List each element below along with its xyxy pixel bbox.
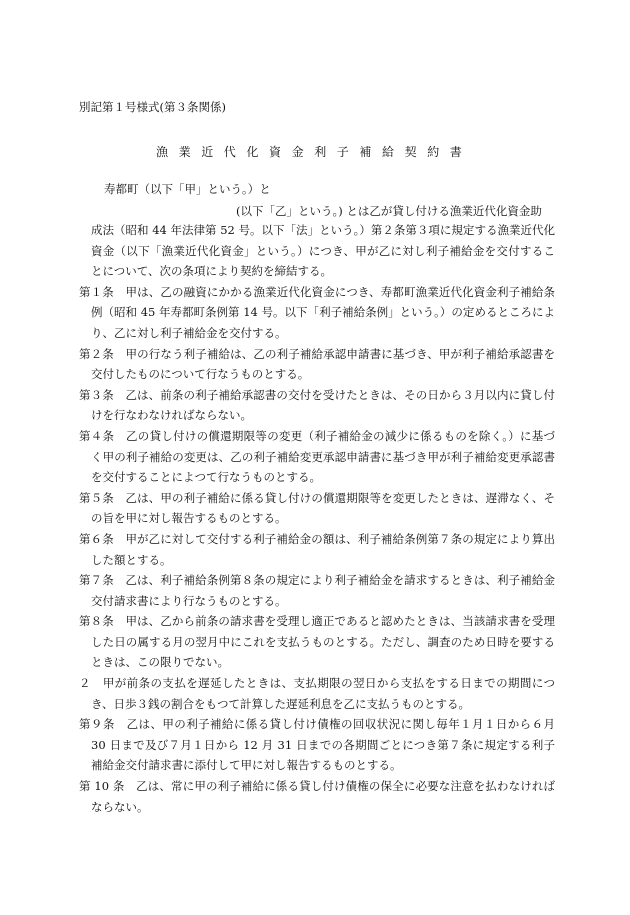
document-title: 漁業近代化資金利子補給契約書 bbox=[156, 145, 473, 159]
article-10: 第 10 条 乙は、常に甲の利子補給に係る貸し付け債権の保全に必要な注意を払わなければならない。 bbox=[79, 779, 555, 814]
article-8-paragraph-2: ２ 甲が前条の支払を遅延したときは、支払期限の翌日から支払をする日までの期間につき、日歩３銭の割合をもつて計算した遅延利息を乙に支払うものとする。 bbox=[79, 676, 555, 711]
article-3: 第３条 乙は、前条の利子補給承認書の交付を受けたときは、その日から３月以内に貸し付けを行なわなければならない。 bbox=[79, 387, 555, 423]
contract-body bbox=[79, 220, 555, 817]
article-7: 第７条 乙は、利子補給条例第８条の規定により利子補給金を請求するときは、利子補給金交付請求書により行なうものとする。 bbox=[79, 573, 555, 608]
article-5: 第５条 乙は、甲の利子補給に係る貸し付けの償還期限等を変更したときは、遅滞なく、その旨を甲に対し報告するものとする。 bbox=[79, 490, 555, 526]
intro-party-b: (以下「乙」という。) とは乙が貸し付ける漁業近代化資金助 bbox=[236, 204, 542, 218]
article-2: 第２条 甲の行なう利子補給は、乙の利子補給承認申請書に基づき、甲が利子補給承認書を交付したものについて行なうものとする。 bbox=[79, 346, 555, 382]
article-6: 第６条 甲が乙に対して交付する利子補給金の額は、利子補給条例第７条の規定により算出した額とする。 bbox=[79, 531, 555, 567]
article-9: 第９条 乙は、甲の利子補給に係る貸し付け債権の回収状況に関し毎年１月１日から６月 30 日まで及び７月１日から 12 月 31 日までの各期間ごとにつき第７条に規定する利子補給金交付請求書に添付して甲に対し報告するものとする。 bbox=[79, 717, 555, 773]
intro-party-a: 寿都町（以下「甲」という。）と bbox=[104, 182, 271, 196]
intro-paragraph: 成法（昭和 44 年法律第 52 号。以下「法」という。）第２条第３項に規定する漁業近代化資金（以下「漁業近代化資金」という。）につき、甲が乙に対し利子補給金を交付することについて、次の条項により契約を締結する。 bbox=[91, 223, 555, 279]
form-label: 別記第１号様式(第３条関係) bbox=[79, 100, 226, 114]
article-4: 第４条 乙の貸し付けの償還期限等の変更（利子補給金の減少に係るものを除く。）に基づく甲の利子補給の変更は、乙の利子補給変更承認申請書に基づき甲が利子補給変更承認書を交付することによつて行なうものとする。 bbox=[79, 428, 555, 485]
article-1: 第１条 甲は、乙の融資にかかる漁業近代化資金につき、寿都町漁業近代化資金利子補給条例（昭和 45 年寿都町条例第 14 号。以下「利子補給条例」という。）の定めるところにより、乙に対し利子補給金を交付する。 bbox=[79, 284, 555, 340]
article-8: 第８条 甲は、乙から前条の請求書を受理し適正であると認めたときは、当該請求書を受理した日の属する月の翌月中にこれを支払うものとする。ただし、調査のため日時を要するときは、この限りでない。 bbox=[79, 614, 555, 670]
